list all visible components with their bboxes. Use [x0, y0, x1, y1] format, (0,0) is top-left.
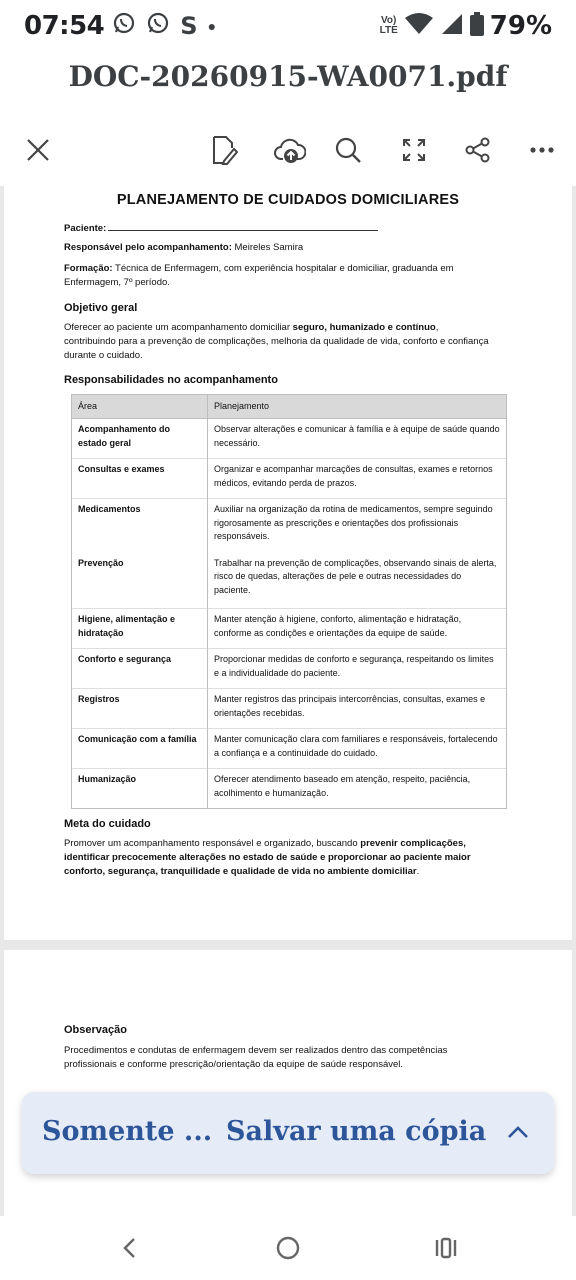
status-bar — [0, 0, 576, 52]
note-line-2: profissionais e conforme prescrição/orientação da equipe de saúde responsável. — [64, 1059, 404, 1070]
close-icon[interactable] — [16, 128, 60, 172]
whatsapp-icon — [146, 11, 170, 41]
read-only-button[interactable]: Somente ... — [42, 1116, 213, 1147]
fullscreen-icon[interactable] — [392, 128, 436, 172]
responsibilities-title: Responsabilidades no acompanhamento — [64, 374, 278, 386]
goal-bold-3: conforto, segurança, tranquilidade e qualidade de vida no ambiente domiciliar — [64, 866, 417, 877]
table-header-area: Área — [72, 395, 208, 419]
navigation-bar — [0, 1216, 576, 1280]
patient-label: Paciente: — [64, 223, 107, 234]
share-icon[interactable] — [456, 128, 500, 172]
more-icon[interactable] — [520, 128, 564, 172]
objective-pre: Oferecer ao paciente um acompanhamento domiciliar — [64, 322, 293, 333]
table-cell-area: Higiene, alimentação e hidratação — [72, 609, 208, 649]
table-cell-area: Consultas e exames — [72, 459, 208, 499]
s-app-icon: S — [180, 12, 198, 40]
objective-text — [64, 321, 514, 363]
volte-top-label: Vo) — [381, 15, 397, 26]
toolbar — [0, 128, 576, 174]
system-status — [380, 11, 552, 41]
document-heading: PLANEJAMENTO DE CUIDADOS DOMICILIARES — [116, 192, 460, 208]
objective-line-2: contribuindo para a prevenção de complicações, melhoria da qualidade de vida, conforto e confiança — [64, 336, 489, 347]
file-title: DOC-20260915-WA0071.pdf — [68, 60, 508, 93]
goal-text — [64, 837, 514, 879]
table-cell-plan: Proporcionar medidas de conforto e segurança, respeitando os limites e a individualidade do paciente. — [208, 649, 507, 689]
whatsapp-icon — [112, 11, 136, 41]
battery-icon — [470, 12, 484, 41]
volte-bottom-label: LTE — [379, 25, 398, 36]
cloud-upload-icon[interactable] — [268, 128, 312, 172]
formation-label: Formação: — [64, 263, 113, 274]
notification-icons — [112, 11, 216, 41]
table-cell-area: Conforto e segurança — [72, 649, 208, 689]
signal-icon — [440, 12, 464, 41]
dot-icon: ● — [207, 18, 217, 34]
table-cell-area: Prevenção — [72, 553, 208, 609]
table-row — [72, 689, 507, 729]
objective-post: , — [435, 322, 439, 333]
table-cell-area: Medicamentos — [72, 499, 208, 553]
search-icon[interactable] — [326, 128, 370, 172]
goal-pre: Promover um acompanhamento responsável e organizado, buscando — [64, 838, 361, 849]
note-text — [64, 1044, 514, 1072]
pdf-viewer[interactable] — [0, 186, 576, 1216]
goal-end: . — [416, 866, 420, 877]
table-header-plan: Planejamento — [208, 395, 507, 419]
table-row — [72, 499, 507, 553]
table-row — [72, 609, 507, 649]
table-cell-plan: Organizar e acompanhar marcações de consultas, exames e retornos médicos, evitando perda de prazos. — [208, 459, 507, 499]
table-cell-area: Comunicação com a família — [72, 729, 208, 769]
chevron-up-icon[interactable] — [504, 1120, 532, 1144]
table-cell-plan: Manter registros das principais intercorrências, consultas, exames e orientações recebidas. — [208, 689, 507, 729]
goal-bold-1: prevenir complicações, — [360, 838, 466, 849]
table-cell-plan: Manter comunicação clara com familiares e responsáveis, fortalecendo a confiança e a continuidade do cuidado. — [208, 729, 507, 769]
table-row — [72, 729, 507, 769]
goal-title: Meta do cuidado — [64, 818, 151, 830]
save-copy-button[interactable]: Salvar uma cópia — [226, 1116, 487, 1147]
edit-icon[interactable] — [202, 128, 246, 172]
table-cell-plan: Manter atenção à higiene, conforto, alimentação e hidratação, conforme as condições e orientações da equipe de saúde. — [208, 609, 507, 649]
table-header-row — [72, 395, 507, 419]
status-time: 07:54 — [24, 11, 105, 41]
table-cell-plan: Auxiliar na organização da rotina de medicamentos, sempre seguindo rigorosamente as prescrições e orientações dos profissionais responsáveis. — [208, 499, 507, 553]
table-cell-plan: Trabalhar na prevenção de complicações, observando sinais de alerta, risco de quedas, alterações de pele e outras necessidades do paciente. — [208, 553, 507, 609]
table-row — [72, 459, 507, 499]
table-row — [72, 649, 507, 689]
responsible-label: Responsável pelo acompanhamento: — [64, 242, 232, 253]
note-title: Observação — [64, 1024, 127, 1036]
home-icon[interactable] — [268, 1232, 308, 1264]
table-row — [72, 769, 507, 809]
patient-field — [64, 222, 514, 236]
responsibilities-table — [71, 394, 507, 809]
patient-blank — [108, 223, 378, 231]
pdf-page-1 — [4, 186, 572, 940]
formation-value-1: Técnica de Enfermagem, com experiência hospitalar e domiciliar, graduanda em — [115, 263, 454, 274]
responsible-value: Meireles Samira — [234, 242, 304, 253]
formation-field — [64, 262, 514, 290]
goal-bold-2: identificar precocemente alterações no estado de saúde e proporcionar ao paciente maior — [64, 852, 471, 863]
responsible-field — [64, 241, 514, 255]
objective-line-3: durante o cuidado. — [64, 350, 143, 361]
back-icon[interactable] — [110, 1232, 150, 1264]
table-cell-plan: Oferecer atendimento baseado em atenção, respeito, paciência, acolhimento e humanização. — [208, 769, 507, 809]
table-cell-area: Acompanhamento do estado geral — [72, 419, 208, 459]
table-cell-area: Humanização — [72, 769, 208, 809]
wifi-icon — [404, 12, 434, 41]
pdf-page-2 — [4, 950, 572, 1216]
table-row — [72, 553, 507, 609]
note-line-1: Procedimentos e condutas de enfermagem devem ser realizados dentro das competências — [64, 1045, 448, 1056]
table-cell-plan: Observar alterações e comunicar à família e à equipe de saúde quando necessário. — [208, 419, 507, 459]
objective-bold: seguro, humanizado e contínuo — [292, 322, 436, 333]
table-row — [72, 419, 507, 459]
table-cell-area: Registros — [72, 689, 208, 729]
action-sheet — [22, 1092, 554, 1174]
objective-title: Objetivo geral — [64, 302, 138, 314]
volte-icon — [380, 16, 398, 36]
battery-level: 79% — [489, 11, 552, 41]
recents-icon[interactable] — [426, 1232, 466, 1264]
formation-value-2: Enfermagem, 7º período. — [64, 277, 170, 288]
